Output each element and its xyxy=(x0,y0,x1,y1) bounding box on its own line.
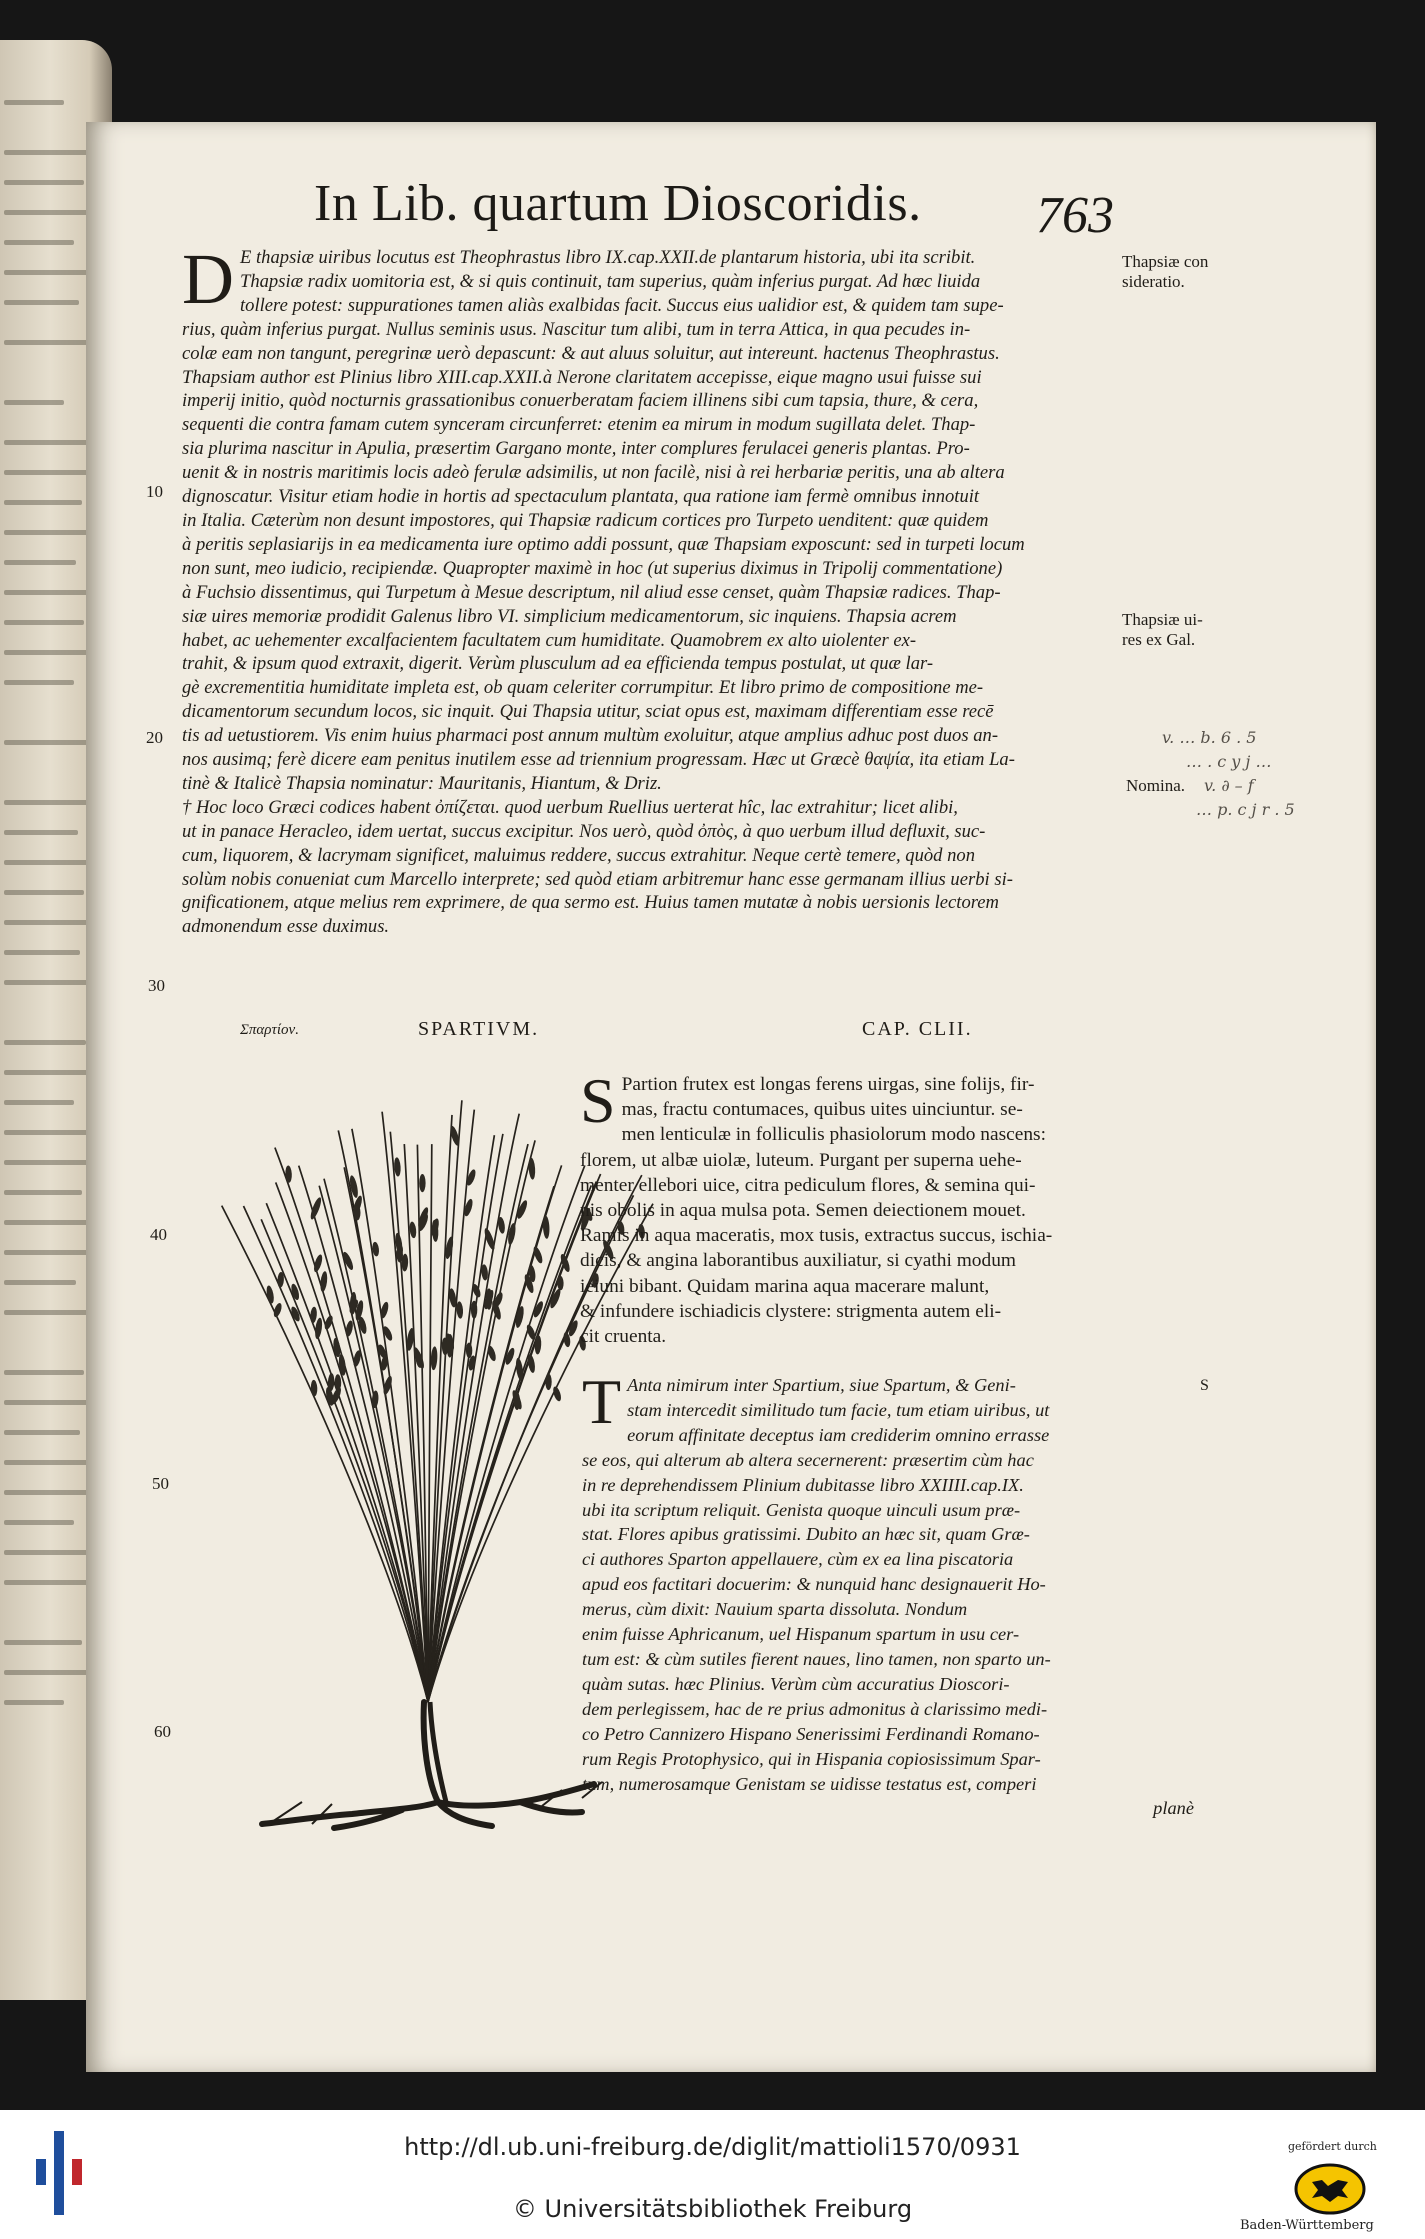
line-number-10: 10 xyxy=(146,482,163,501)
commentary-line: solùm nobis conueniat cum Marcello interprete; sed quòd etiam arbitremur hanc esse germanam illius uerbi si- xyxy=(182,868,1013,890)
commentary-line: in Italia. Cæterùm non desunt impostores, qui Thapsiæ radicum cortices pro Turpeto uenditent: quæ quidem xyxy=(182,509,989,531)
chapter-comment-line: ci authores Sparton appellauere, cùm ex ea lina piscatoria xyxy=(582,1549,1014,1570)
chapter-comment-line: merus, cùm dixit: Nauium sparta dissoluta. Nondum xyxy=(582,1599,968,1620)
chapter-text-line: men lenticulæ in folliculis phasiolorum modo nascens: xyxy=(621,1124,1046,1146)
chapter-comment-line: tum, numerosamque Genistam se uidisse testatus est, comperi xyxy=(582,1773,1037,1794)
greek-plant-name: Σπαρτίον. xyxy=(240,1022,299,1038)
chapter-number: CAP. CLII. xyxy=(862,1018,973,1040)
commentary-line: tis ad uetustiorem. Vis enim huius pharmaci post annum multùm exoluitur, atque amplius adhuc post duos an- xyxy=(182,725,999,747)
chapter-text-line: dicis, & angina laborantibus auxiliatur, si cyathi modum xyxy=(580,1250,1016,1272)
chapter-text-line: cit cruenta. xyxy=(580,1326,667,1348)
commentary-line: trahit, & ipsum quod extraxit, digerit. Verùm plusculum ad ea efficienda tempus postulat, ut quæ lar- xyxy=(182,653,934,675)
commentary-line: à peritis seplasiarijs in ea medicamenta iure optimo addi possunt, quæ Thapsiam exposcunt: sed in turpeti locum xyxy=(182,533,1025,555)
chapter-text-line: nis obolis in aqua mulsa pota. Semen deiectionem mouet. xyxy=(580,1200,1026,1222)
commentary-line: habet, ac uehementer excalfacientem facultatem cum humiditate. Quamobrem ex alto uiolenter ex- xyxy=(182,629,917,651)
book-page xyxy=(86,122,1376,2072)
commentary-line: E thapsiæ uiribus locutus est Theophrastus libro IX.cap.XXII.de plantarum historia, ubi ita scribit. xyxy=(240,247,976,268)
margin-mark-s: S xyxy=(1200,1377,1209,1394)
commentary-line: gè excrementitia humiditate impleta est, ob quam celeriter corrumpitur. Et libro primo de compositione me- xyxy=(182,677,984,699)
chapter-comment-line: rum Regis Protophysico, qui in Hispania copiosissimum Spar- xyxy=(582,1748,1041,1769)
commentary-line: gnificationem, atque melius rem exprimere, de qua sermo est. Huius tamen mutatæ à nobis uersionis lectorem xyxy=(182,892,999,914)
chapter-comment-line: stam intercedit similitudo tum facie, tum etiam uiribus, ut xyxy=(627,1399,1050,1420)
commentary-line: sia plurima nascitur in Apulia, præsertim Gargano monte, inter complures ferulacei generis plantas. Pro- xyxy=(182,438,970,460)
margin-note-thapsiae-vires: Thapsiæ ui- res ex Gal. xyxy=(1122,610,1203,649)
footer-url[interactable]: http://dl.ub.uni-freiburg.de/diglit/mattioli1570/0931 xyxy=(404,2133,1021,2161)
chapter-text-line: Partion frutex est longas ferens uirgas, sine folijs, fir- xyxy=(621,1074,1035,1095)
chapter-text-line: menter ellebori uice, citra pediculum flores, & semina qui- xyxy=(580,1174,1036,1196)
catchword: planè xyxy=(1153,1798,1194,1819)
commentary-line: uenit & in nostris maritimis locis adeò ferulæ adsimilis, ut non facilè, nisi à rei herbariæ peritis, una ab altera xyxy=(182,462,1005,484)
folio-number: 763 xyxy=(1036,187,1114,244)
footer-copyright: © Universitätsbibliothek Freiburg xyxy=(512,2195,913,2223)
chapter-commentary-drop-cap: T xyxy=(582,1366,622,1437)
chapter-comment-line: eorum affinitate deceptus iam crediderim omnino errasse xyxy=(627,1424,1050,1445)
line-number-40: 40 xyxy=(150,1225,167,1244)
chapter-comment-line: se eos, qui alterum ab altera secernerent: præsertim cùm hac xyxy=(582,1449,1034,1470)
chapter-comment-line: Anta nimirum inter Spartium, siue Spartum, & Geni- xyxy=(627,1375,1016,1395)
chapter-comment-line: quàm sutas. hæc Plinius. Verùm cùm accuratius Dioscori- xyxy=(582,1673,1010,1694)
commentary-line: Thapsiæ radix uomitoria est, & si quis continuit, tam superius, quàm inferius purgat. Ad hæc liuida xyxy=(240,270,981,292)
chapter-title: SPARTIVM. xyxy=(418,1018,540,1040)
chapter-comment-line: enim fuisse Aphricanum, uel Hispanum spartum in usu cer- xyxy=(582,1624,1020,1645)
chapter-text-line: mas, fractu contumaces, quibus uites uinciuntur. se- xyxy=(621,1099,1023,1121)
drop-cap: D xyxy=(182,239,234,319)
chapter-comment-line: dem perlegissem, hac de re prius admonitus à clarissimo medi- xyxy=(582,1698,1048,1719)
commentary-line: admonendum esse duximus. xyxy=(182,916,390,938)
commentary-line: tollere potest: suppurationes tamen aliàs exalbidas facit. Succus eius ualidior est, & quidem tam supe- xyxy=(240,294,1004,316)
baden-wuerttemberg-crest-icon xyxy=(1282,2160,1378,2218)
chapter-text-block xyxy=(580,1065,1194,1349)
handwritten-note-4: … p. c j r . 5 xyxy=(1196,800,1295,819)
commentary-line: cum, liquorem, & lacrymam significet, maluimus reddere, succus extrahitur. Neque certè temere, quòd non xyxy=(182,844,976,866)
commentary-line: non sunt, meo iudicio, recipiendæ. Quapropter maximè in hoc (ut superius diximus in Tripolij commentatione) xyxy=(182,557,1003,579)
commentary-line: rius, quàm inferius purgat. Nullus seminis usus. Nascitur tum alibi, tum in terra Attica, in qua pecudes in- xyxy=(182,318,971,340)
commentary-line: Thapsiam author est Plinius libro XIII.cap.XXII.à Nerone claritatem accepisse, eique magno usui fuisse sui xyxy=(182,366,982,388)
commentary-line: nos ausimq; ferè dicere eam penitus inutilem esse ad triennium progressam. Hæc ut Græcè θαψία, ita etiam La- xyxy=(182,749,1015,771)
line-number-50: 50 xyxy=(152,1474,169,1493)
chapter-comment-line: apud eos factitari docuerim: & nunquid hanc designauerit Ho- xyxy=(582,1574,1046,1595)
commentary-line: dignoscatur. Visitur etiam hodie in hortis ad spectaculum plantata, qua ratione iam fermè omnibus innotuit xyxy=(182,486,980,508)
chapter-comment-lines xyxy=(582,1366,1194,1796)
chapter-text-lines xyxy=(580,1065,1194,1349)
running-head: In Lib. quartum Dioscoridis. xyxy=(314,175,922,232)
chapter-text-line: Ramis in aqua maceratis, mox tusis, extractus succus, ischia- xyxy=(580,1225,1053,1247)
commentary-line: tinè & Italicè Thapsia nominatur: Mauritanis, Hiantum, & Driz. xyxy=(182,772,662,794)
margin-note-thapsiae-consideratio: Thapsiæ con sideratio. xyxy=(1122,252,1209,291)
chapter-comment-line: stat. Flores apibus gratissimi. Dubito an hæc sit, quam Græ- xyxy=(582,1524,1030,1545)
commentary-line: † Hoc loco Græci codices habent ὀπίζεται. quod uerbum Ruellius uerterat hîc, lac extrahitur; licet alibi, xyxy=(182,796,958,818)
handwritten-note-3: v. ∂ – f xyxy=(1204,776,1254,795)
handwritten-note-2: … . c y j … xyxy=(1186,752,1272,771)
commentary-line: imperij initio, quòd nocturnis grassationibus conuerberatam faciem illinens sibi cum tapsia, thure, & cera, xyxy=(182,390,979,412)
commentary-block xyxy=(182,239,1192,939)
commentary-line: siæ uires memoriæ prodidit Galenus libro VI. simplicium medicamentorum, sic inquiens. Thapsia acrem xyxy=(182,605,957,627)
commentary-line: à Fuchsio dissentimus, qui Turpetum à Mesue descriptum, nil aliud esse censet, quàm Thapsiæ radices. Thap- xyxy=(182,581,1001,603)
chapter-text-line: ieiuni bibant. Quidam marina aqua macerare malunt, xyxy=(580,1275,990,1297)
funder-name: Baden-Württemberg xyxy=(1240,2218,1374,2233)
line-number-20: 20 xyxy=(146,728,163,747)
commentary-lines xyxy=(182,239,1192,939)
commentary-line: dicamentorum secundum locos, sic inquit. Qui Thapsia utitur, sciat opus est, maximam differentiam esse recē xyxy=(182,701,994,723)
chapter-comment-line: ubi ita scriptum reliquit. Genista quoque uinculi usum præ- xyxy=(582,1499,1021,1520)
chapter-comment-line: co Petro Cannizero Hispano Senerissimi Ferdinandi Romano- xyxy=(582,1723,1040,1744)
funder-label: gefördert durch xyxy=(1288,2140,1377,2153)
commentary-line: sequenti die contra famam cutem synceram circunferret: etenim ea mirum in modum sugillata delet. Thap- xyxy=(182,414,976,436)
chapter-text-line: florem, ut albæ uiolæ, luteum. Purgant per superna uehe- xyxy=(580,1149,1022,1171)
commentary-line: ut in panace Heracleo, idem uertat, succus excipitur. Nos uerò, quòd ὀπὸς, à quo uerbum illud defluxit, suc- xyxy=(182,820,986,842)
line-number-30: 30 xyxy=(148,976,165,995)
commentary-line: colæ eam non tangunt, peregrinæ uerò depascunt: & aut aluus soluitur, aut intereunt. hactenus Theophrastus. xyxy=(182,342,1000,364)
chapter-text-line: & infundere ischiadicis clystere: strigmenta autem eli- xyxy=(580,1300,1002,1322)
margin-note-nomina: Nomina. xyxy=(1126,776,1186,795)
handwritten-note-1: v. … b. 6 . 5 xyxy=(1162,728,1257,747)
chapter-comment-line: in re deprehendissem Plinium dubitasse libro XXIIII.cap.IX. xyxy=(582,1474,1024,1495)
chapter-comment-line: tum est: & cùm sutiles fierent naues, lino tamen, non sparto un- xyxy=(582,1648,1051,1669)
chapter-commentary-block xyxy=(582,1366,1194,1821)
line-number-60: 60 xyxy=(154,1722,171,1741)
chapter-drop-cap: S xyxy=(580,1065,616,1136)
